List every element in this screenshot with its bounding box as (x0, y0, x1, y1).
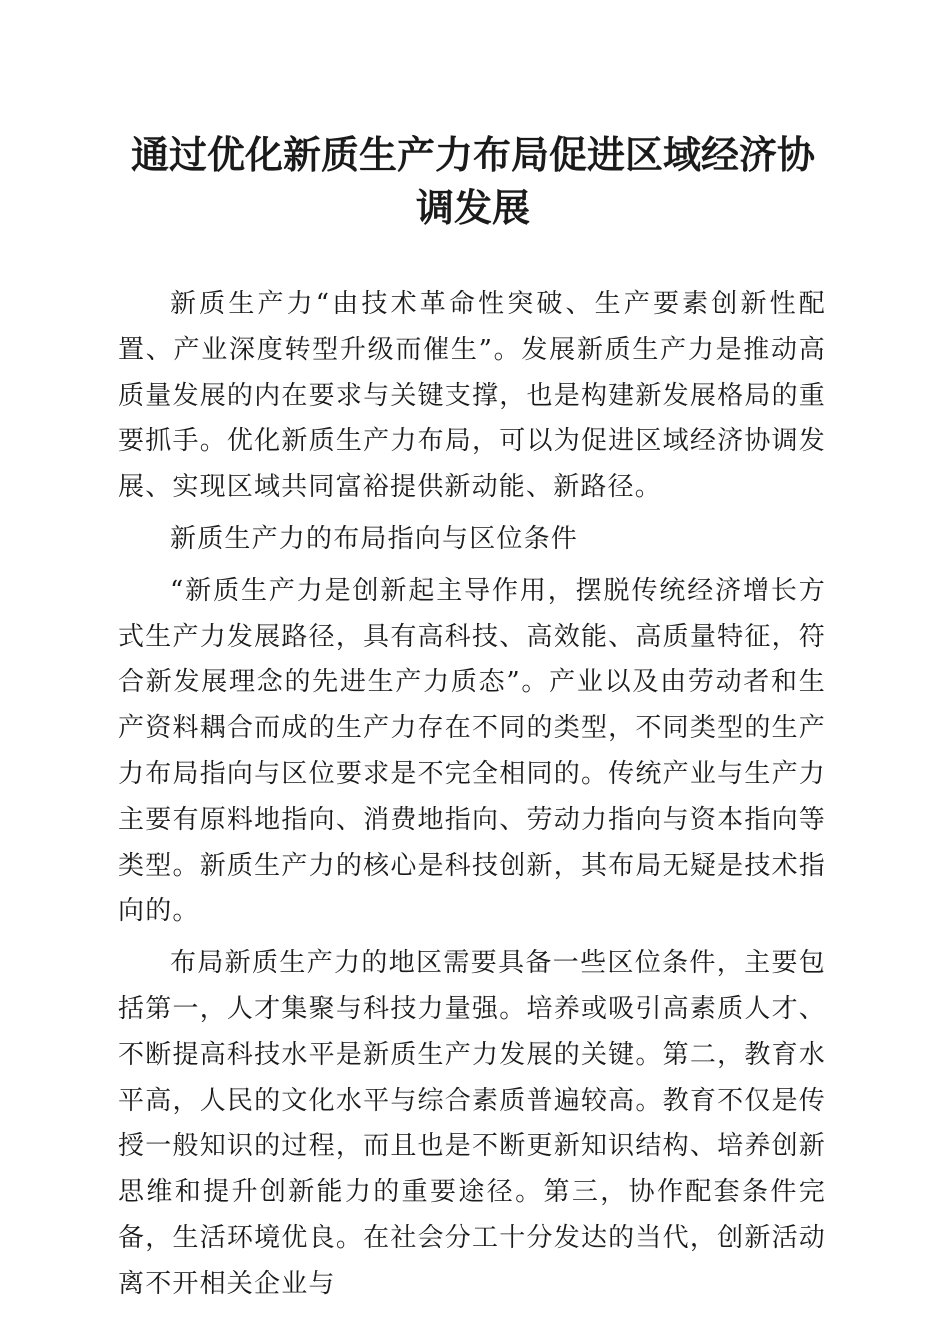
paragraph-intro: 新质生产力“由技术革命性突破、生产要素创新性配置、产业深度转型升级而催生”。发展新质生产力是推动高质量发展的内在要求与关键支撑，也是构建新发展格局的重要抓手。优化新质生产力布局，可以为促进区域经济协调发展、实现区域共同富裕提供新动能、新路径。 (118, 289, 826, 503)
document-body (118, 282, 826, 1314)
paragraph-definition: “新质生产力是创新起主导作用，摆脱传统经济增长方式生产力发展路径，具有高科技、高效能、高质量特征，符合新发展理念的先进生产力质态”。产业以及由劳动者和生产资料耦合而成的生产力存在不同的类型，不同类型的生产力布局指向与区位要求是不完全相同的。传统产业与生产力主要有原料地指向、消费地指向、劳动力指向与资本指向等类型。新质生产力的核心是科技创新，其布局无疑是技术指向的。 (118, 575, 826, 927)
document-title: 通过优化新质生产力布局促进区域经济协调发展 (130, 132, 815, 230)
section-heading: 新质生产力的布局指向与区位条件 (170, 523, 579, 554)
paragraph-conditions: 布局新质生产力的地区需要具备一些区位条件，主要包括第一，人才集聚与科技力量强。培养或吸引高素质人才、不断提高科技水平是新质生产力发展的关键。第二，教育水平高，人民的文化水平与综合素质普遍较高。教育不仅是传授一般知识的过程，而且也是不断更新知识结构、培养创新思维和提升创新能力的重要途径。第三，协作配套条件完备，生活环境优良。在社会分工十分发达的当代，创新活动离不开相关企业与 (118, 948, 826, 1299)
